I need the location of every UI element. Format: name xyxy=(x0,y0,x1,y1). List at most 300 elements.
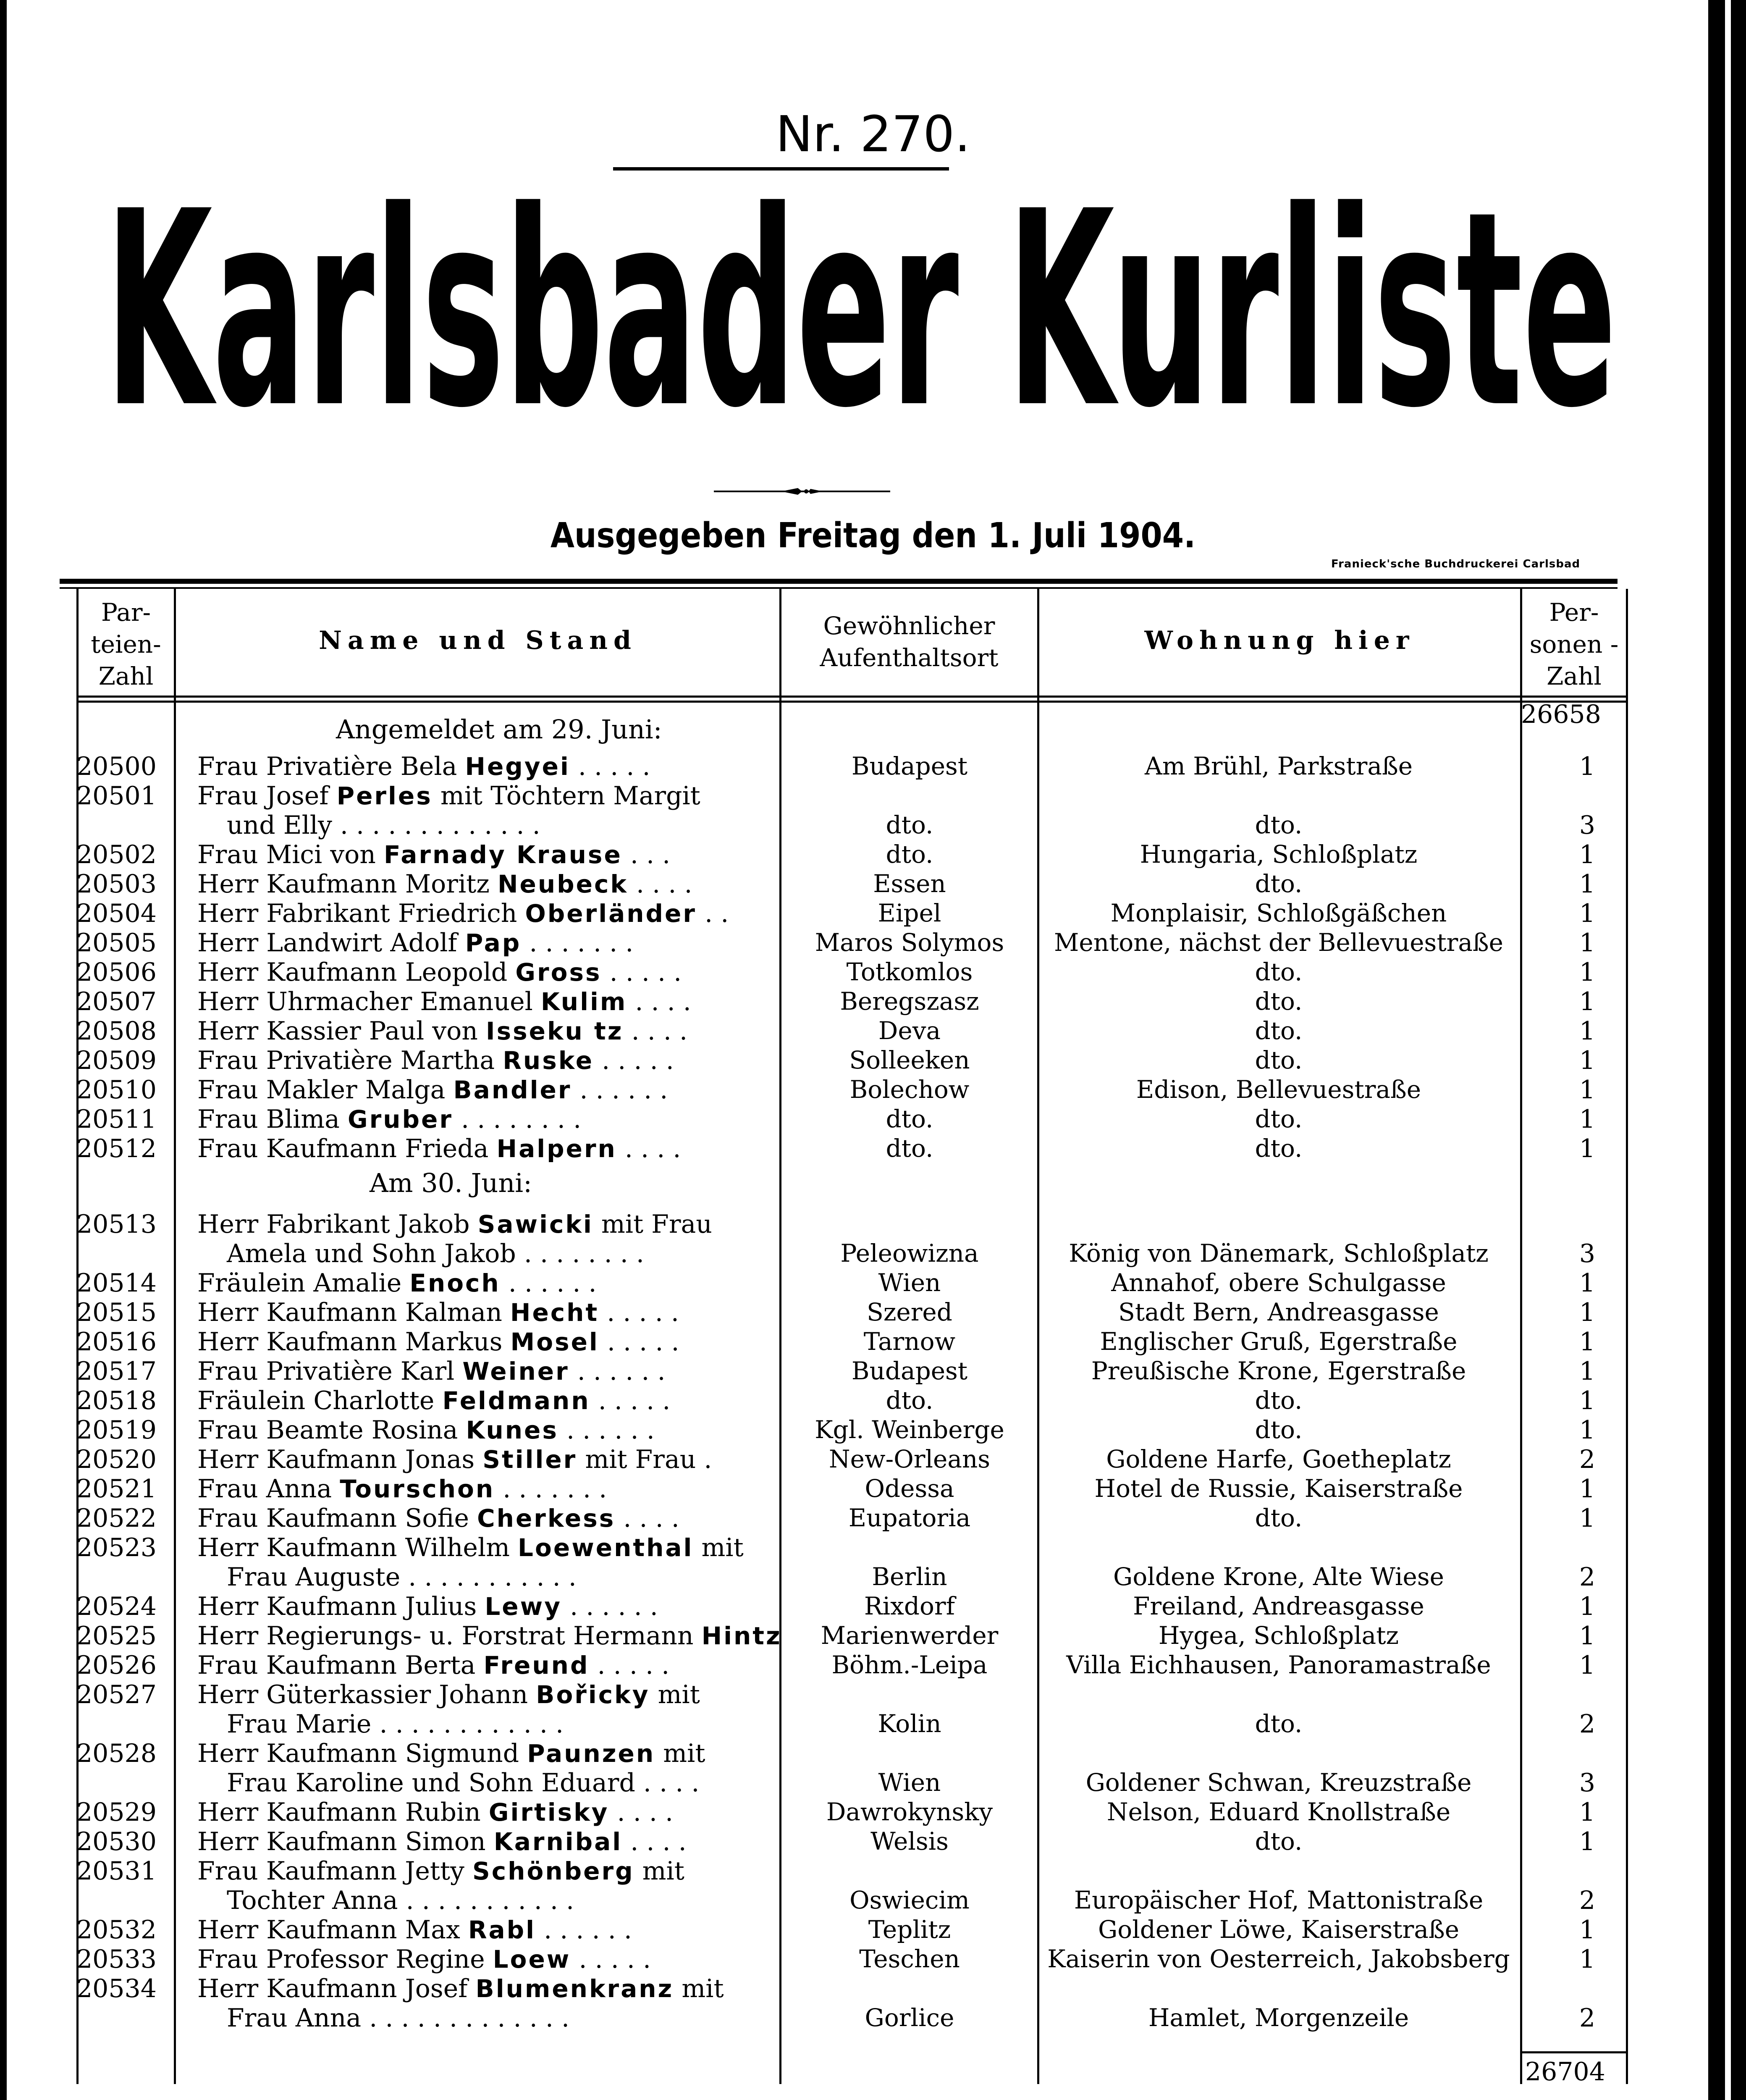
persons-count: 1 xyxy=(1579,1298,1596,1327)
party-number: 20511 xyxy=(76,1105,157,1134)
lodging-address: Nelson, Eduard Knollstraße xyxy=(1106,1798,1451,1826)
usual-residence: Maros Solymos xyxy=(815,928,1004,957)
guest-surname: Pap xyxy=(465,929,522,957)
guest-surname: Tourschon xyxy=(340,1475,495,1503)
lodging-address: Stadt Bern, Andreasgasse xyxy=(1118,1298,1439,1326)
party-number: 20529 xyxy=(76,1798,157,1827)
guest-suffix: . . . . xyxy=(615,1504,679,1533)
issue-date: Ausgegeben Freitag den 1. Juli 1904. xyxy=(550,516,1196,556)
guest-name xyxy=(197,1974,724,2003)
persons-count: 1 xyxy=(1579,899,1596,928)
usual-residence: Dawrokynsky xyxy=(826,1798,993,1826)
guest-surname: Isseku tz xyxy=(485,1017,624,1045)
guest-name xyxy=(197,899,729,928)
header-row-rule xyxy=(76,696,1628,698)
guest-title: Herr Güterkassier Johann xyxy=(197,1680,536,1709)
guest-title: Frau Mici von xyxy=(197,840,384,869)
persons-count: 3 xyxy=(1579,1239,1596,1268)
guest-surname: Hegyei xyxy=(465,752,570,781)
lodging-address: dto. xyxy=(1255,958,1303,986)
party-number: 20519 xyxy=(76,1415,157,1445)
guest-surname: Karnibal xyxy=(493,1827,623,1856)
usual-residence: Kolin xyxy=(878,1709,941,1738)
guest-surname: Stiller xyxy=(482,1445,577,1474)
persons-count: 1 xyxy=(1579,1075,1596,1105)
guest-surname: Mosel xyxy=(510,1328,599,1356)
guest-surname: Ruske xyxy=(503,1046,594,1075)
persons-count: 1 xyxy=(1579,1105,1596,1134)
lodging-address: Goldener Schwan, Kreuzstraße xyxy=(1085,1768,1472,1797)
persons-count: 1 xyxy=(1579,1827,1596,1856)
guest-name xyxy=(197,1533,744,1562)
lodging-address: dto. xyxy=(1255,1827,1303,1856)
persons-count: 1 xyxy=(1579,1504,1596,1533)
usual-residence: Peleowizna xyxy=(840,1239,979,1268)
lodging-address: Goldener Löwe, Kaiserstraße xyxy=(1098,1915,1460,1944)
usual-residence: Teplitz xyxy=(868,1915,951,1944)
usual-residence: Tarnow xyxy=(863,1327,956,1356)
divider-ornament xyxy=(714,486,890,496)
scan-edge-left xyxy=(0,0,7,2100)
lodging-address: König von Dänemark, Schloßplatz xyxy=(1069,1239,1489,1268)
usual-residence: dto. xyxy=(886,1105,933,1133)
scan-edge-gap xyxy=(1725,0,1731,2100)
guest-title: Herr Kaufmann Max xyxy=(197,1915,468,1945)
guest-name xyxy=(197,1945,651,1974)
col-header-lodging: Wohnung hier xyxy=(1144,626,1415,655)
guest-suffix: . . . . . xyxy=(599,1298,679,1327)
guest-name xyxy=(197,1680,700,1709)
usual-residence: Solleeken xyxy=(849,1046,970,1074)
lodging-address: Hygea, Schloßplatz xyxy=(1158,1621,1399,1650)
guest-suffix: . . . . . . xyxy=(536,1915,632,1945)
lodging-address: Edison, Bellevuestraße xyxy=(1136,1075,1421,1104)
guest-title: Herr Kaufmann Rubin xyxy=(197,1798,489,1827)
guest-name xyxy=(197,1739,705,1768)
guest-title: Frau Makler Malga xyxy=(197,1075,454,1105)
usual-residence: Essen xyxy=(873,869,946,898)
lodging-address: dto. xyxy=(1255,1415,1303,1444)
guest-title: Herr Fabrikant Friedrich xyxy=(197,899,525,928)
guest-title: Herr Kaufmann Josef xyxy=(197,1974,476,2003)
party-number: 20517 xyxy=(76,1357,157,1386)
guest-suffix: . . . . . . xyxy=(558,1415,655,1445)
party-number: 20532 xyxy=(76,1915,157,1945)
guest-surname: Hecht xyxy=(510,1298,599,1327)
persons-count: 1 xyxy=(1579,1016,1596,1046)
lodging-address: Villa Eichhausen, Panoramastraße xyxy=(1066,1651,1491,1679)
masthead-title-text: Karlsbader Kurliste xyxy=(105,185,1617,420)
guest-name xyxy=(197,1827,687,1856)
guest-suffix: mit xyxy=(674,1974,724,2003)
usual-residence: Eupatoria xyxy=(848,1504,971,1532)
guest-name xyxy=(197,1592,658,1621)
header-row-rule-2 xyxy=(76,701,1628,703)
guest-title: Fräulein Amalie xyxy=(197,1268,410,1298)
guest-name xyxy=(197,1474,607,1504)
party-number: 20505 xyxy=(76,928,157,958)
party-number: 20521 xyxy=(76,1474,157,1504)
guest-name xyxy=(197,1798,673,1827)
guest-suffix: . . . . . . . xyxy=(495,1474,607,1504)
usual-residence: Oswiecim xyxy=(849,1886,970,1914)
party-number: 20534 xyxy=(76,1974,157,2003)
issue-number-underline xyxy=(613,167,949,171)
lodging-address: Hungaria, Schloßplatz xyxy=(1140,840,1418,869)
persons-count: 1 xyxy=(1579,1651,1596,1680)
guest-name-continuation: Frau Auguste . . . . . . . . . . . xyxy=(227,1562,577,1592)
usual-residence: dto. xyxy=(886,1386,933,1415)
guest-name xyxy=(197,1134,681,1163)
guest-title: Frau Anna xyxy=(197,1474,340,1504)
persons-count: 1 xyxy=(1579,1268,1596,1298)
guest-name xyxy=(197,1621,782,1651)
guest-surname: Feldmann xyxy=(442,1386,590,1415)
party-number: 20527 xyxy=(76,1680,157,1709)
usual-residence: Szered xyxy=(867,1298,952,1326)
guest-name xyxy=(197,840,670,869)
guest-name-continuation: Frau Karoline und Sohn Eduard . . . . xyxy=(227,1768,700,1798)
guest-title: Frau Privatière Karl xyxy=(197,1357,463,1386)
persons-count: 1 xyxy=(1579,1621,1596,1651)
guest-suffix: . . . . xyxy=(628,869,692,899)
usual-residence: Bolechow xyxy=(849,1075,970,1104)
guest-suffix: mit Frau . xyxy=(577,1445,712,1474)
lodging-address: dto. xyxy=(1255,1105,1303,1133)
guest-name xyxy=(197,1651,669,1680)
party-number: 20533 xyxy=(76,1945,157,1974)
lodging-address: Hamlet, Morgenzeile xyxy=(1148,2003,1409,2032)
guest-title: Herr Kaufmann Sigmund xyxy=(197,1739,527,1768)
usual-residence: Marienwerder xyxy=(821,1621,999,1650)
guest-title: Frau Privatière Martha xyxy=(197,1046,503,1075)
lodging-address: Goldene Krone, Alte Wiese xyxy=(1113,1562,1444,1591)
persons-count: 1 xyxy=(1579,752,1596,781)
persons-count: 1 xyxy=(1579,869,1596,899)
guest-name xyxy=(197,1915,632,1945)
guest-surname: Perles xyxy=(336,782,433,810)
guest-suffix: . . . . . xyxy=(571,1945,651,1974)
guest-title: Frau Kaufmann Frieda xyxy=(197,1134,497,1163)
guest-suffix: . . . . . . . xyxy=(521,928,634,958)
guest-suffix: mit Frau xyxy=(593,1210,712,1239)
guest-title: Herr Uhrmacher Emanuel xyxy=(197,987,541,1016)
guest-suffix: . . xyxy=(697,899,729,928)
guest-suffix: . . . . . xyxy=(599,1327,679,1357)
guest-surname: Girtisky xyxy=(488,1798,609,1827)
guest-surname: Schönberg xyxy=(472,1857,634,1885)
guest-surname: Rabl xyxy=(468,1916,536,1944)
party-number: 20522 xyxy=(76,1504,157,1533)
persons-count: 3 xyxy=(1579,1768,1596,1798)
guest-suffix: . . . . . . xyxy=(569,1357,666,1386)
guest-surname: Loewenthal xyxy=(518,1533,694,1562)
guest-title: Herr Regierungs- u. Forstrat Hermann xyxy=(197,1621,702,1651)
usual-residence: Welsis xyxy=(870,1827,949,1856)
guest-suffix: . . . . . . . . xyxy=(453,1105,582,1134)
guest-surname: Cherkess xyxy=(477,1504,616,1533)
usual-residence: Budapest xyxy=(851,752,968,780)
lodging-address: Preußische Krone, Egerstraße xyxy=(1091,1357,1466,1385)
lodging-address: Kaiserin von Oesterreich, Jakobsberg xyxy=(1047,1945,1510,1973)
guest-name xyxy=(197,1046,674,1075)
col-header-origin: Gewöhnlicher Aufenthaltsort xyxy=(820,612,999,672)
lodging-address: Mentone, nächst der Bellevuestraße xyxy=(1054,928,1503,957)
guest-suffix: . . . . . xyxy=(594,1046,674,1075)
header-rule-thin xyxy=(60,587,1618,589)
guest-name xyxy=(197,869,692,899)
guest-surname: Farnady Krause xyxy=(384,840,622,869)
printer-imprint: Franieck'sche Buchdruckerei Carlsbad xyxy=(1331,558,1581,570)
party-number: 20507 xyxy=(76,987,157,1016)
guest-surname: Loew xyxy=(493,1945,571,1974)
party-number: 20504 xyxy=(76,899,157,928)
persons-count: 1 xyxy=(1579,987,1596,1016)
guest-title: Herr Kaufmann Wilhelm xyxy=(197,1533,518,1562)
guest-suffix: . . . . . . xyxy=(572,1075,668,1105)
usual-residence: Eipel xyxy=(878,899,941,927)
guest-title: Herr Fabrikant Jakob xyxy=(197,1210,478,1239)
guest-surname: Oberländer xyxy=(525,899,697,928)
lodging-address: dto. xyxy=(1255,987,1303,1016)
lodging-address: dto. xyxy=(1255,1504,1303,1532)
lodging-address: Freiland, Andreasgasse xyxy=(1133,1592,1424,1620)
guest-name xyxy=(197,1386,670,1415)
guest-name xyxy=(197,928,633,958)
lodging-address: Am Brühl, Parkstraße xyxy=(1144,752,1413,780)
party-number: 20516 xyxy=(76,1327,157,1357)
persons-count: 1 xyxy=(1579,1386,1596,1415)
guest-title: Frau Kaufmann Sofie xyxy=(197,1504,477,1533)
usual-residence: Kgl. Weinberge xyxy=(815,1415,1004,1444)
persons-count: 3 xyxy=(1579,811,1596,840)
guest-name xyxy=(197,1856,684,1886)
col-header-parties: Par- teien- Zahl xyxy=(91,598,161,690)
party-number: 20525 xyxy=(76,1621,157,1651)
guest-name xyxy=(197,1268,597,1298)
guest-title: Frau Privatière Bela xyxy=(197,752,465,781)
guest-suffix: mit Töchtern Margit xyxy=(432,781,700,811)
usual-residence: Teschen xyxy=(859,1945,960,1973)
guest-suffix: . . . . . xyxy=(590,1386,671,1415)
usual-residence: dto. xyxy=(886,811,933,839)
usual-residence: Odessa xyxy=(865,1474,954,1503)
guest-surname: Neubeck xyxy=(497,870,628,898)
guest-suffix: . . . . xyxy=(627,987,691,1016)
section-heading: Angemeldet am 29. Juni: xyxy=(336,714,662,745)
guest-name xyxy=(197,1445,712,1474)
guest-surname: Gross xyxy=(515,958,602,987)
guest-title: Herr Kaufmann Markus xyxy=(197,1327,511,1357)
party-number: 20503 xyxy=(76,869,157,899)
usual-residence: Gorlice xyxy=(865,2003,954,2032)
guest-name xyxy=(197,1298,679,1327)
lodging-address: Englischer Gruß, Egerstraße xyxy=(1100,1327,1458,1356)
usual-residence: dto. xyxy=(886,1134,933,1163)
lodging-address: dto. xyxy=(1255,811,1303,839)
column-divider-1 xyxy=(174,589,176,2084)
guest-name xyxy=(197,1210,712,1239)
party-number: 20513 xyxy=(76,1210,157,1239)
guest-name xyxy=(197,1327,679,1357)
guest-surname: Bandler xyxy=(453,1076,572,1104)
persons-count: 1 xyxy=(1579,1046,1596,1075)
guest-surname: Freund xyxy=(483,1651,590,1680)
party-number: 20512 xyxy=(76,1134,157,1163)
carry-forward: 26658 xyxy=(1521,700,1601,729)
usual-residence: Budapest xyxy=(851,1357,968,1385)
party-number: 20531 xyxy=(76,1856,157,1886)
guest-title: Herr Kaufmann Julius xyxy=(197,1592,485,1621)
lodging-address: Monplaisir, Schloßgäßchen xyxy=(1110,899,1447,927)
guest-surname: Halpern xyxy=(496,1134,617,1163)
usual-residence: Berlin xyxy=(872,1562,947,1591)
party-number: 20514 xyxy=(76,1268,157,1298)
lodging-address: Goldene Harfe, Goetheplatz xyxy=(1106,1445,1451,1473)
guest-surname: Sawicki xyxy=(477,1210,593,1239)
guest-surname: Kunes xyxy=(466,1416,558,1444)
guest-name xyxy=(197,1075,668,1105)
guest-title: Herr Landwirt Adolf xyxy=(197,928,465,958)
guest-suffix: . . . . . xyxy=(589,1651,670,1680)
party-number: 20509 xyxy=(76,1046,157,1075)
guest-surname: Lewy xyxy=(485,1592,562,1621)
usual-residence: dto. xyxy=(886,840,933,869)
persons-count: 1 xyxy=(1579,1945,1596,1974)
guest-suffix: . . . . . . xyxy=(562,1592,658,1621)
lodging-address: dto. xyxy=(1255,869,1303,898)
persons-count: 1 xyxy=(1579,1592,1596,1621)
section-heading: Am 30. Juni: xyxy=(370,1168,532,1198)
guest-name xyxy=(197,1504,679,1533)
guest-name xyxy=(197,987,691,1016)
party-number: 20502 xyxy=(76,840,157,869)
guest-title: Herr Kaufmann Leopold xyxy=(197,958,516,987)
guest-title: Frau Kaufmann Berta xyxy=(197,1651,484,1680)
guest-suffix: . . . . . . xyxy=(500,1268,597,1298)
guest-name xyxy=(197,752,650,781)
guest-name xyxy=(197,1016,687,1046)
guest-title: Frau Blima xyxy=(197,1105,348,1134)
guest-surname: Blumenkranz xyxy=(475,1974,674,2003)
guest-surname: Paunzen xyxy=(527,1739,655,1768)
col-header-persons: Per- sonen - Zahl xyxy=(1529,598,1619,690)
persons-count: 2 xyxy=(1579,1709,1596,1739)
lodging-address: Annahof, obere Schulgasse xyxy=(1111,1268,1446,1297)
persons-count: 1 xyxy=(1579,928,1596,958)
guest-suffix: . . . . xyxy=(622,1827,687,1856)
guest-suffix: . . . xyxy=(622,840,671,869)
party-number: 20506 xyxy=(76,958,157,987)
guest-name xyxy=(197,1415,655,1445)
party-number: 20530 xyxy=(76,1827,157,1856)
header-rule xyxy=(60,579,1618,584)
guest-surname: Weiner xyxy=(462,1357,569,1386)
guest-suffix: mit xyxy=(634,1856,684,1886)
guest-surname: Kulim xyxy=(540,987,627,1016)
usual-residence: Deva xyxy=(878,1016,941,1045)
guest-name xyxy=(197,781,700,811)
guest-title: Herr Kaufmann Moritz xyxy=(197,869,498,899)
guest-surname: Gruber xyxy=(348,1105,453,1134)
issue-number: Nr. 270. xyxy=(776,105,970,163)
persons-count: 1 xyxy=(1579,1474,1596,1504)
usual-residence: Totkomlos xyxy=(846,958,973,986)
persons-count: 1 xyxy=(1579,1134,1596,1163)
usual-residence: Beregszasz xyxy=(840,987,979,1016)
guest-surname: Bořicky xyxy=(536,1680,650,1709)
guest-name-continuation: Amela und Sohn Jakob . . . . . . . . xyxy=(227,1239,644,1268)
persons-count: 1 xyxy=(1579,1357,1596,1386)
persons-count: 2 xyxy=(1579,2003,1596,2033)
guest-title: Herr Kaufmann Jonas xyxy=(197,1445,483,1474)
guest-title: Frau Josef xyxy=(197,781,337,811)
guest-suffix: . . . . xyxy=(609,1798,674,1827)
persons-count: 1 xyxy=(1579,1327,1596,1357)
persons-count: 2 xyxy=(1579,1562,1596,1592)
guest-surname: Enoch xyxy=(409,1269,501,1297)
guest-name-continuation: und Elly . . . . . . . . . . . . . xyxy=(227,811,540,840)
guest-suffix: . . . . . xyxy=(601,958,682,987)
usual-residence: Rixdorf xyxy=(864,1592,955,1620)
guest-title: Fräulein Charlotte xyxy=(197,1386,443,1415)
party-number: 20524 xyxy=(76,1592,157,1621)
persons-count: 1 xyxy=(1579,840,1596,869)
usual-residence: New-Orleans xyxy=(828,1445,991,1473)
guest-suffix: mit xyxy=(650,1680,700,1709)
guest-suffix: . . . . xyxy=(623,1016,688,1046)
persons-count: 2 xyxy=(1579,1445,1596,1474)
guest-surname: Hintz xyxy=(701,1622,782,1650)
usual-residence: Böhm.-Leipa xyxy=(831,1651,988,1679)
guest-name-continuation: Frau Anna . . . . . . . . . . . . . xyxy=(227,2003,570,2033)
guest-suffix: . . . . . xyxy=(570,752,650,781)
guest-title: Herr Kaufmann Simon xyxy=(197,1827,494,1856)
masthead-title xyxy=(101,185,1621,420)
party-number: 20508 xyxy=(76,1016,157,1046)
party-number: 20501 xyxy=(76,781,157,811)
guest-title: Frau Kaufmann Jetty xyxy=(197,1856,473,1886)
usual-residence: Wien xyxy=(878,1268,941,1297)
party-number: 20515 xyxy=(76,1298,157,1327)
guest-title: Frau Beamte Rosina xyxy=(197,1415,466,1445)
guest-title: Frau Professor Regine xyxy=(197,1945,493,1974)
guest-name-continuation: Frau Marie . . . . . . . . . . . . xyxy=(227,1709,564,1739)
guest-title: Herr Kassier Paul von xyxy=(197,1016,486,1046)
persons-count: 1 xyxy=(1579,1798,1596,1827)
lodging-address: dto. xyxy=(1255,1134,1303,1163)
party-number: 20528 xyxy=(76,1739,157,1768)
lodging-address: Hotel de Russie, Kaiserstraße xyxy=(1094,1474,1463,1503)
persons-count: 1 xyxy=(1579,958,1596,987)
lodging-address: dto. xyxy=(1255,1046,1303,1074)
party-number: 20520 xyxy=(76,1445,157,1474)
persons-count: 1 xyxy=(1579,1415,1596,1445)
lodging-address: dto. xyxy=(1255,1709,1303,1738)
column-divider-4 xyxy=(1520,589,1522,2084)
guest-suffix: mit xyxy=(655,1739,705,1768)
party-number: 20510 xyxy=(76,1075,157,1105)
col-header-name: Name und Stand xyxy=(319,626,637,655)
party-number: 20500 xyxy=(76,752,157,781)
guest-suffix: . . . . xyxy=(616,1134,681,1163)
guest-name-continuation: Tochter Anna . . . . . . . . . . . xyxy=(227,1886,574,1915)
lodging-address: dto. xyxy=(1255,1016,1303,1045)
guest-name xyxy=(197,1357,666,1386)
total-persons: 26704 xyxy=(1525,2057,1605,2087)
guest-name xyxy=(197,958,682,987)
persons-count: 1 xyxy=(1579,1915,1596,1945)
